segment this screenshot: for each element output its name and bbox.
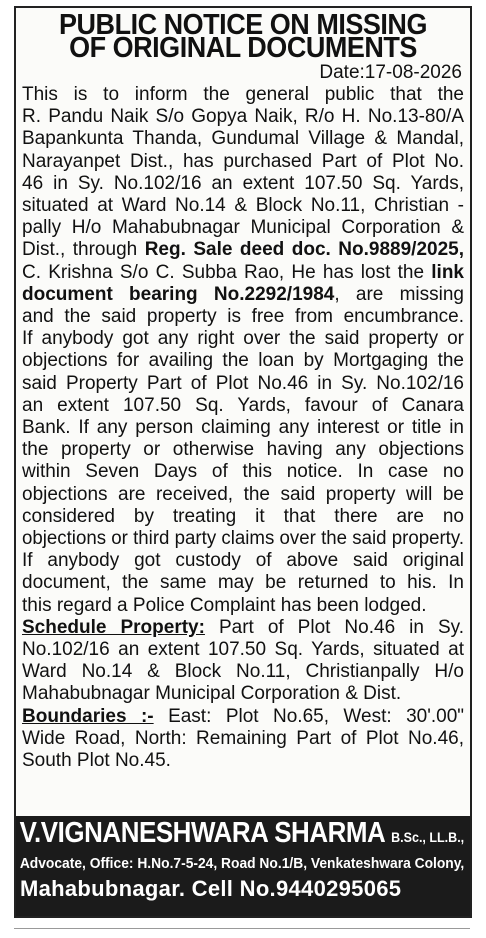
notice-line [22, 439, 464, 461]
title-line-1: PUBLIC NOTICE ON MISSING [59, 9, 427, 41]
body-text: , are missing [334, 283, 464, 305]
signatory-address: Advocate, Office: H.No.7-5-24, Road No.1/B, Venkateshwara Colony, [19, 856, 465, 872]
body-text: Mahabubnagar Municipal Corporation & Dist. [22, 683, 402, 705]
body-text: This is to inform the general public that the [22, 84, 464, 105]
notice-date: Date:17-08-2026 [319, 62, 462, 83]
body-text: considered by treating it that there are no [22, 505, 464, 527]
notice-line [22, 683, 464, 705]
notice-line [22, 173, 464, 195]
emphasis-text: Boundaries :- [22, 705, 154, 727]
notice-line [22, 151, 464, 173]
body-text: No.102/16 an extent 107.50 Sq. Yards, situated at [22, 639, 464, 661]
notice-line [22, 84, 464, 106]
page-divider [14, 928, 470, 929]
body-text: R. Pandu Naik S/o Gopya Naik, R/o H. No.13-80/A [22, 106, 464, 128]
notice-line [22, 417, 464, 439]
body-text: objections for availing the loan by Mortgaging the [22, 350, 464, 372]
notice-line [22, 239, 464, 261]
notice-line [22, 639, 464, 661]
notice-line [22, 706, 464, 728]
body-text: the property or otherwise having any objections [22, 439, 464, 461]
notice-line [22, 572, 464, 594]
body-text: Ward No.14 & Block No.11, Christianpally H/o [22, 661, 464, 683]
notice-line [22, 373, 464, 395]
emphasis-text: Schedule Property: [22, 616, 205, 638]
body-text: South Plot No.45. [22, 750, 171, 772]
notice-line [22, 461, 464, 483]
notice-line [22, 328, 464, 350]
body-text: East: Plot No.65, West: 30'.00" [153, 705, 464, 727]
notice-line [22, 595, 464, 617]
body-text: Narayanpet Dist., has purchased Part of Plot No. [22, 150, 464, 172]
notice-line [22, 195, 464, 217]
signatory-degree: B.Sc., LL.B., [391, 829, 465, 845]
body-text: said Property Part of Plot No.46 in Sy. No.102/16 [22, 372, 464, 394]
notice-line [22, 550, 464, 572]
emphasis-text: Reg. Sale deed doc. No.9889/2025, [144, 239, 464, 261]
emphasis-text: link [431, 261, 464, 283]
body-text: Part of Plot No.46 in Sy. [204, 616, 464, 638]
notice-body [22, 84, 464, 772]
notice-line [22, 395, 464, 417]
body-text: 46 in Sy. No.102/16 an extent 107.50 Sq. Yards, [22, 172, 464, 194]
notice-line [22, 128, 464, 150]
notice-line [22, 484, 464, 506]
notice-line [22, 284, 464, 306]
body-text: objections are received, the said property will be [22, 483, 464, 505]
signatory-name: V.VIGNANESHWARA SHARMA [19, 817, 385, 849]
signatory-line [16, 816, 468, 854]
notice-line [22, 506, 464, 528]
emphasis-text: document bearing No.2292/1984 [22, 283, 335, 305]
signatory-city-cell: Mahabubnagar. Cell No.9440295065 [20, 876, 402, 901]
body-text: within Seven Days of this notice. In case no [22, 461, 464, 483]
notice-line [22, 661, 464, 683]
body-text: If anybody got custody of above said original [22, 550, 464, 572]
body-text: pally H/o Mahabubnagar Municipal Corporation & [22, 217, 464, 239]
body-text: Wide Road, North: Remaining Part of Plot No.46, [22, 727, 464, 749]
body-text: and the said property is free from encumbrance. [22, 306, 464, 328]
notice-line [22, 528, 464, 550]
title-line-2: OF ORIGINAL DOCUMENTS [69, 32, 417, 64]
notice-line [22, 350, 464, 372]
public-notice [14, 6, 472, 918]
body-text: an extent 107.50 Sq. Yards, favour of Canara [22, 394, 464, 416]
body-text: document, the same may be returned to his. In [22, 572, 464, 594]
notice-line [22, 728, 464, 750]
body-text: Bank. If any person claiming any interest or title in [22, 417, 464, 439]
notice-line [22, 106, 464, 128]
notice-line [22, 750, 464, 772]
body-text: C. Krishna S/o C. Subba Rao, He has lost the [22, 261, 432, 283]
body-text: objections or third party claims over the said property. [22, 528, 464, 550]
notice-line [22, 617, 464, 639]
signature-block [16, 816, 470, 916]
body-text: If anybody got any right over the said property or [22, 328, 464, 350]
notice-line [22, 262, 464, 284]
body-text: Dist., through [22, 239, 145, 261]
body-text: this regard a Police Complaint has been lodged. [22, 594, 427, 616]
notice-line [22, 217, 464, 239]
notice-title [32, 9, 454, 64]
body-text: Bapankunta Thanda, Gundumal Village & Mandal, [22, 128, 464, 150]
notice-line [22, 306, 464, 328]
body-text: situated at Ward No.14 & Block No.11, Christian - [22, 195, 464, 217]
